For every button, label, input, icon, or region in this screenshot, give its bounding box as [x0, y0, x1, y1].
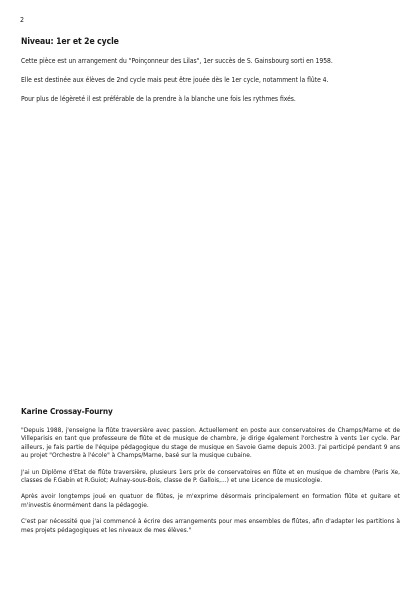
- page-number: 2: [20, 16, 25, 24]
- intro-paragraph: Pour plus de légèreté il est préférable de la prendre à la blanche une fois les rythmes fixés.: [21, 95, 296, 103]
- author-bio: [21, 426, 400, 542]
- level-heading: Niveau: 1er et 2e cycle: [21, 37, 119, 47]
- bio-paragraph: J'ai un Diplôme d'Etat de flûte traversière, plusieurs 1ers prix de conservatoires en flûte et en musique de chambre (Paris Xe, classes de F.Gabin et R.Guiot; Aulnay-sous-Bois, classe de P. Gallois,...) et une Licence de musicologie.: [21, 467, 400, 485]
- author-name-heading: Karine Crossay-Fourny: [21, 406, 113, 416]
- intro-section: [21, 57, 401, 114]
- intro-paragraph: Elle est destinée aux élèves de 2nd cycle mais peut être jouée dès le 1er cycle, notamment la flûte 4.: [21, 76, 329, 84]
- bio-paragraph: C'est par nécessité que j'ai commencé à écrire des arrangements pour mes ensembles de flûtes, afin d'adapter les partitions à mes projets pédagogiques et les niveaux de mes élèves.": [21, 517, 400, 534]
- bio-paragraph: Après avoir longtemps joué en quatuor de flûtes, je m'exprime désormais principalement en formation flûte et guitare et m'investis énormément dans la pédagogie.: [21, 492, 400, 509]
- bio-paragraph: "Depuis 1988, j'enseigne la flûte traversière avec passion. Actuellement en poste aux conservatoires de Champs/Marne et de Villeparisis en tant que professeure de flûte et de musique de chambre, je dirige également l'orchestre à vents 1er cycle. Par ailleurs, je fais partie de l'équipe pédagogique du stage de musique en Savoie Game depuis 2003. J'ai participé pendant 9 ans au projet "Orchestre à l'école" à Champs/Marne, basé sur la musique cubaine.: [21, 426, 400, 460]
- intro-paragraph: Cette pièce est un arrangement du "Poinçonneur des Lilas", 1er succès de S. Gainsbourg sorti en 1958.: [21, 57, 333, 65]
